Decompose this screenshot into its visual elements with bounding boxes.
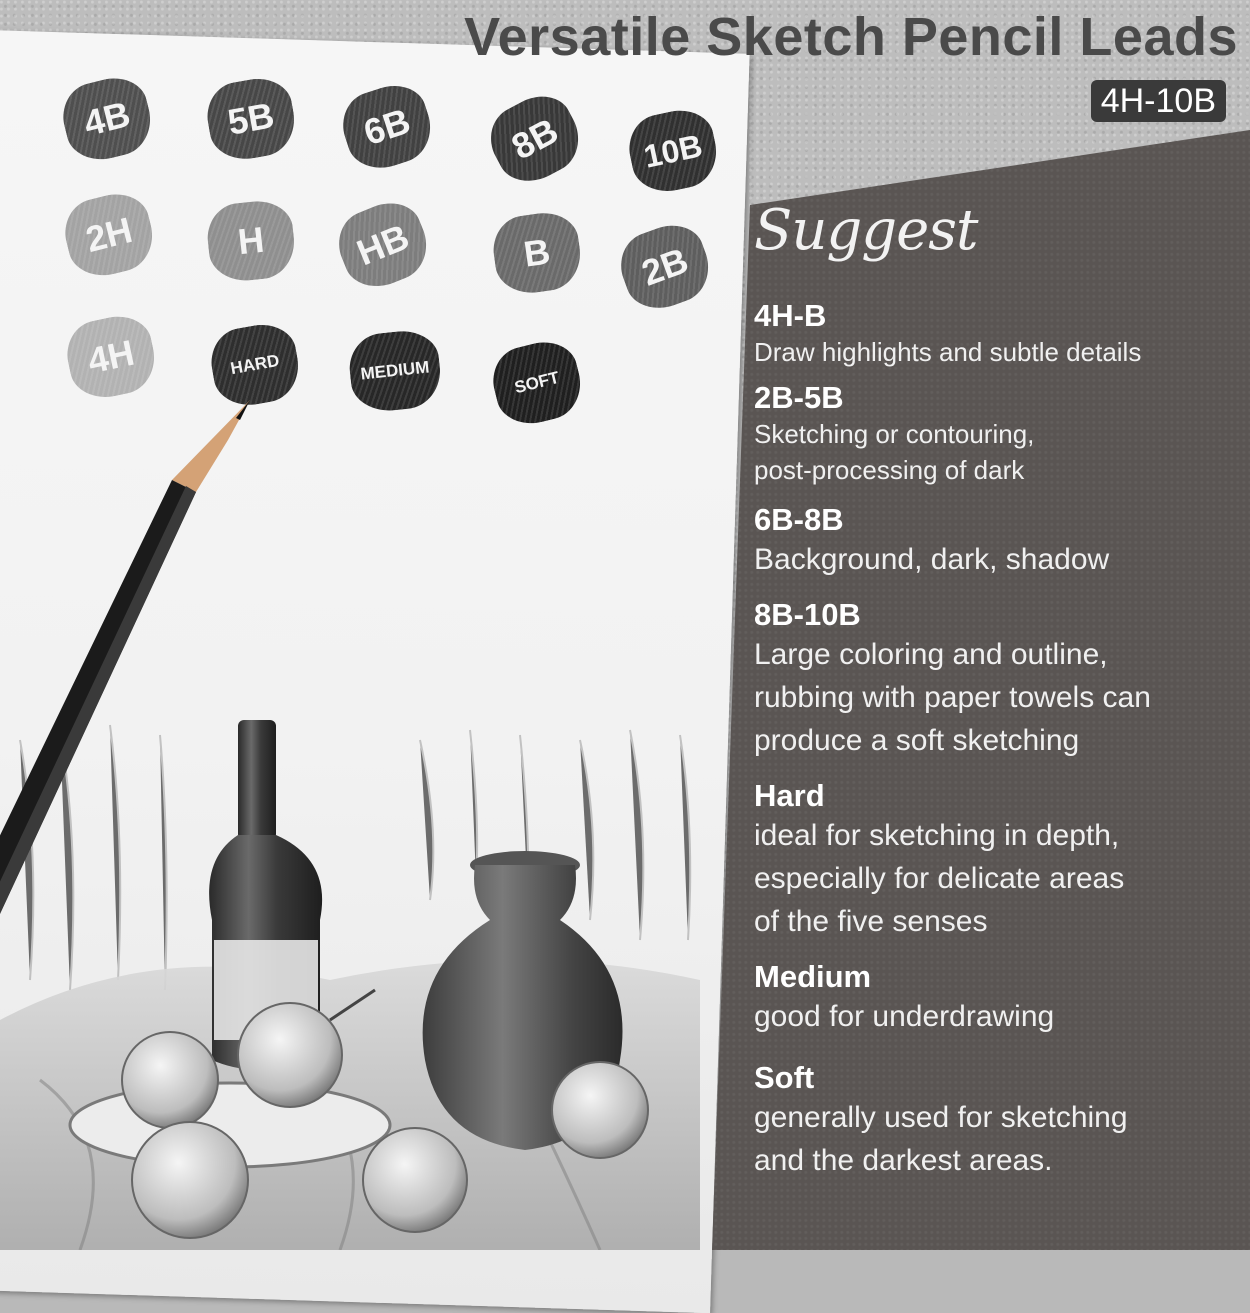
suggestion-head: Soft	[754, 1060, 815, 1095]
suggestion-text: of the five senses	[754, 905, 988, 938]
suggestion-head: Hard	[754, 778, 825, 813]
suggestion-head: 2B-5B	[754, 380, 844, 415]
swatch-medium: MEDIUM	[346, 328, 444, 415]
apple	[122, 1032, 218, 1128]
suggestion-hard	[754, 778, 1244, 943]
swatch-4h: 4H	[61, 310, 161, 404]
swatch-4b: 4B	[56, 71, 158, 167]
swatch-soft: SOFT	[486, 335, 588, 431]
page-title: Versatile Sketch Pencil Leads	[464, 7, 1238, 67]
suggestion-text: especially for delicate areas	[754, 862, 1125, 895]
suggestion-text: Background, dark, shadow	[754, 543, 1110, 576]
suggestion-text: Draw highlights and subtle details	[754, 337, 1142, 367]
apple	[238, 1003, 342, 1107]
suggestion-text: produce a soft sketching	[754, 724, 1080, 757]
suggestion-text: post-processing of dark	[754, 455, 1025, 485]
swatch-6b: 6B	[334, 77, 440, 178]
suggestion-head: 8B-10B	[754, 597, 861, 632]
apple	[132, 1122, 248, 1238]
swatch-5b: 5B	[202, 73, 300, 165]
suggestion-text: rubbing with paper towels can	[754, 681, 1151, 714]
range-badge: 4H-10B	[1091, 80, 1226, 122]
suggestion-list	[754, 298, 1244, 1182]
swatch-h: H	[204, 198, 298, 285]
suggestion-medium	[754, 959, 1244, 1038]
still-life-illustration	[0, 380, 740, 1250]
suggestion-head: Medium	[754, 959, 872, 994]
suggestion-soft	[754, 1060, 1244, 1182]
swatch-b: B	[489, 208, 585, 297]
suggestion-head: 4H-B	[754, 298, 827, 333]
apple	[363, 1128, 467, 1232]
suggestion-text: good for underdrawing	[754, 1000, 1055, 1033]
suggestion-text: Sketching or contouring,	[754, 419, 1035, 449]
swatch-2h: 2H	[58, 187, 160, 283]
suggestion-text: generally used for sketching	[754, 1101, 1128, 1134]
suggestion-8b-10b	[754, 597, 1244, 762]
suggest-heading: Suggest	[754, 198, 978, 263]
suggestion-4h-b	[754, 298, 1244, 370]
swatch-8b: 8B	[479, 84, 592, 193]
suggestion-text: ideal for sketching in depth,	[754, 819, 1120, 852]
suggestion-2b-5b	[754, 380, 1244, 488]
suggestion-text: Large coloring and outline,	[754, 638, 1108, 671]
swatch-10b: 10B	[623, 104, 723, 198]
swatch-2b: 2B	[611, 216, 718, 319]
suggestion-6b-8b	[754, 502, 1244, 581]
swatch-hb: HB	[329, 193, 438, 298]
suggestion-text: and the darkest areas.	[754, 1144, 1053, 1177]
swatch-hard: HARD	[206, 319, 304, 411]
apple	[552, 1062, 648, 1158]
suggestion-head: 6B-8B	[754, 502, 844, 537]
